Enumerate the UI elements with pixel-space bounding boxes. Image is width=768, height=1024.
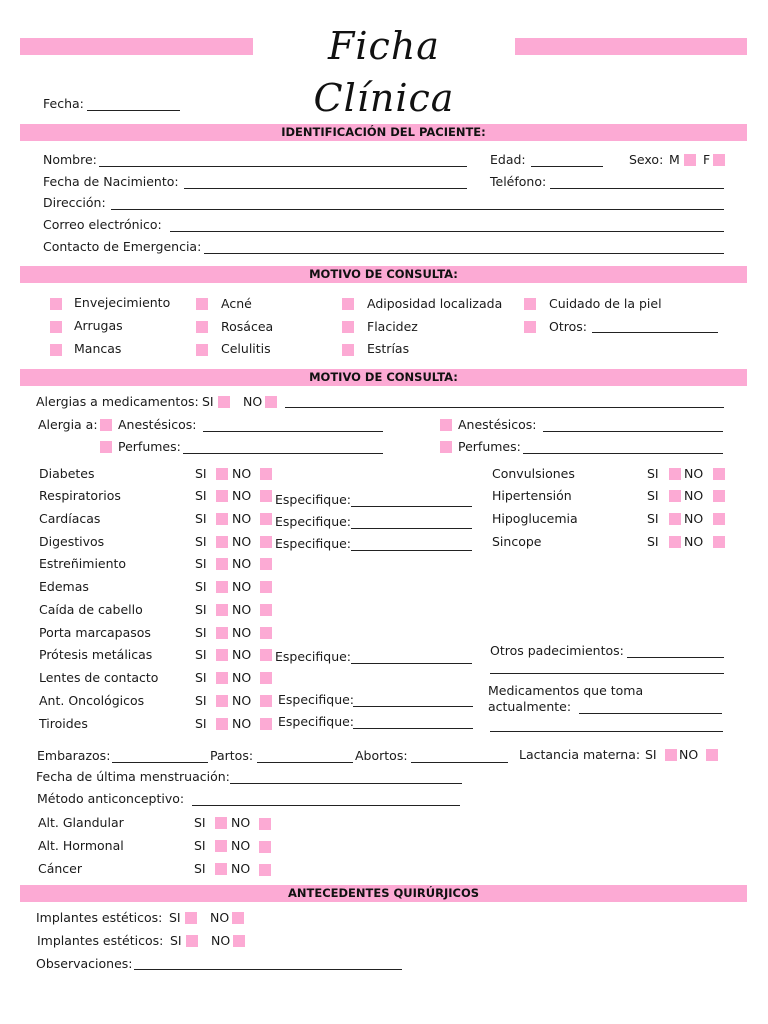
implantes-2-no-checkbox[interactable] — [233, 935, 245, 947]
section-motivo2-title: MOTIVO DE CONSULTA: — [309, 370, 458, 384]
digestivos-especifique: Especifique: — [275, 536, 352, 551]
protesis-no: NO — [232, 647, 252, 662]
header-bar-left — [20, 38, 253, 55]
edad-field[interactable] — [531, 166, 603, 167]
partos-label: Partos: — [210, 748, 254, 763]
edemas-label: Edemas — [39, 579, 89, 594]
alergia-a-label: Alergia a: — [38, 417, 98, 432]
fecha-field[interactable] — [87, 110, 180, 111]
abortos-label: Abortos: — [355, 748, 408, 763]
glandular-si-checkbox[interactable] — [215, 817, 227, 829]
fecha-label: Fecha: — [43, 96, 84, 111]
sexo-f-checkbox[interactable] — [713, 154, 725, 166]
estrias-checkbox[interactable] — [342, 344, 354, 356]
hipoglucemia-label: Hipoglucemia — [492, 511, 578, 526]
implantes-2-si-checkbox[interactable] — [186, 935, 198, 947]
oncologicos-si-checkbox[interactable] — [216, 695, 228, 707]
hipoglucemia-no: NO — [684, 511, 704, 526]
observaciones-field[interactable] — [134, 969, 402, 970]
nacimiento-label: Fecha de Nacimiento: — [43, 174, 179, 189]
sincope-si: SI — [647, 534, 659, 549]
alergias-si-label: SI — [202, 394, 214, 409]
otros-label: Otros: — [549, 319, 587, 334]
lactancia-no: NO — [679, 747, 699, 762]
hormonal-si-checkbox[interactable] — [215, 840, 227, 852]
caida-label: Caída de cabello — [39, 602, 143, 617]
cuidado-checkbox[interactable] — [524, 298, 536, 310]
marcapasos-no: NO — [232, 625, 252, 640]
cardiacas-field[interactable] — [351, 528, 472, 529]
section-motivo-title: MOTIVO DE CONSULTA: — [309, 267, 458, 281]
lentes-si-checkbox[interactable] — [216, 672, 228, 684]
abortos-field[interactable] — [411, 762, 508, 763]
hipertension-label: Hipertensión — [492, 488, 572, 503]
cardiacas-no: NO — [232, 511, 252, 526]
diabetes-no-checkbox[interactable] — [260, 468, 272, 480]
protesis-label: Prótesis metálicas — [39, 647, 153, 662]
edemas-no: NO — [232, 579, 252, 594]
medicamentos-field-2[interactable] — [490, 731, 723, 732]
adiposidad-label: Adiposidad localizada — [367, 296, 503, 311]
hormonal-si: SI — [194, 838, 206, 853]
digestivos-no-checkbox[interactable] — [260, 536, 272, 548]
tiroides-no-checkbox[interactable] — [260, 718, 272, 730]
oncologicos-si: SI — [195, 693, 207, 708]
digestivos-no: NO — [232, 534, 252, 549]
partos-field[interactable] — [257, 762, 353, 763]
lactancia-si: SI — [645, 747, 657, 762]
tiroides-si: SI — [195, 716, 207, 731]
estrias-label: Estrías — [367, 341, 410, 356]
rosacea-label: Rosácea — [221, 319, 274, 334]
tiroides-especifique: Especifique: — [278, 714, 355, 729]
cancer-no-checkbox[interactable] — [259, 864, 271, 876]
sincope-no-checkbox[interactable] — [713, 536, 725, 548]
celulitis-label: Celulitis — [221, 341, 271, 356]
protesis-especifique: Especifique: — [275, 649, 352, 664]
respiratorios-si: SI — [195, 488, 207, 503]
alergias-si-checkbox[interactable] — [218, 396, 230, 408]
implantes-2-si: SI — [170, 933, 182, 948]
alergias-medicamentos-label: Alergias a medicamentos: — [36, 394, 199, 409]
caida-si-checkbox[interactable] — [216, 604, 228, 616]
anestesicos-2-label: Anestésicos: — [458, 417, 537, 432]
digestivos-field[interactable] — [351, 550, 472, 551]
metodo-label: Método anticonceptivo: — [37, 791, 185, 806]
menstruacion-field[interactable] — [230, 783, 462, 784]
estrenimiento-no: NO — [232, 556, 252, 571]
tiroides-label: Tiroides — [39, 716, 88, 731]
nombre-label: Nombre: — [43, 152, 97, 167]
glandular-no: NO — [231, 815, 251, 830]
diabetes-si: SI — [195, 466, 207, 481]
perfumes-2-checkbox[interactable] — [440, 441, 452, 453]
otros-padecimientos-field[interactable] — [627, 657, 724, 658]
celulitis-checkbox[interactable] — [196, 344, 208, 356]
convulsiones-no: NO — [684, 466, 704, 481]
tiroides-no: NO — [232, 716, 252, 731]
edad-label: Edad: — [490, 152, 526, 167]
embarazos-field[interactable] — [112, 762, 208, 763]
glandular-si: SI — [194, 815, 206, 830]
acne-label: Acné — [221, 296, 252, 311]
arrugas-label: Arrugas — [74, 318, 123, 333]
menstruacion-label: Fecha de última menstruación: — [36, 769, 230, 784]
anestesicos-2-checkbox[interactable] — [440, 419, 452, 431]
perfumes-checkbox[interactable] — [100, 441, 112, 453]
implantes-2-no: NO — [211, 933, 231, 948]
otros-padecimientos-label: Otros padecimientos: — [490, 643, 624, 658]
direccion-label: Dirección: — [43, 195, 106, 210]
respiratorios-no: NO — [232, 488, 252, 503]
cancer-si: SI — [194, 861, 206, 876]
sincope-no: NO — [684, 534, 704, 549]
marcapasos-si-checkbox[interactable] — [216, 627, 228, 639]
edemas-si-checkbox[interactable] — [216, 581, 228, 593]
hipertension-no: NO — [684, 488, 704, 503]
mancas-label: Mancas — [74, 341, 122, 356]
protesis-no-checkbox[interactable] — [260, 649, 272, 661]
tiroides-field[interactable] — [353, 728, 473, 729]
perfumes-label: Perfumes: — [118, 439, 181, 454]
respiratorios-label: Respiratorios — [39, 488, 121, 503]
estrenimiento-si: SI — [195, 556, 207, 571]
tiroides-si-checkbox[interactable] — [216, 718, 228, 730]
caida-no-checkbox[interactable] — [260, 604, 272, 616]
anestesicos-2-field[interactable] — [543, 431, 723, 432]
emergencia-field[interactable] — [204, 253, 724, 254]
medicamentos-actualmente-label: actualmente: — [488, 699, 572, 714]
lactancia-si-checkbox[interactable] — [665, 749, 677, 761]
oncologicos-especifique: Especifique: — [278, 692, 355, 707]
implantes-si-checkbox[interactable] — [185, 912, 197, 924]
envejecimiento-label: Envejecimiento — [74, 295, 171, 310]
telefono-field[interactable] — [550, 188, 724, 189]
otros-checkbox[interactable] — [524, 321, 536, 333]
protesis-field[interactable] — [351, 663, 472, 664]
hipertension-si: SI — [647, 488, 659, 503]
flacidez-checkbox[interactable] — [342, 321, 354, 333]
hormonal-no: NO — [231, 838, 251, 853]
sincope-si-checkbox[interactable] — [669, 536, 681, 548]
digestivos-label: Digestivos — [39, 534, 105, 549]
digestivos-si: SI — [195, 534, 207, 549]
glandular-no-checkbox[interactable] — [259, 818, 271, 830]
alergias-field[interactable] — [285, 407, 724, 408]
perfumes-2-label: Perfumes: — [458, 439, 521, 454]
marcapasos-label: Porta marcapasos — [39, 625, 151, 640]
oncologicos-no-checkbox[interactable] — [260, 695, 272, 707]
implantes-label: Implantes estéticos: — [36, 910, 163, 925]
nacimiento-field[interactable] — [184, 188, 467, 189]
direccion-field[interactable] — [111, 209, 724, 210]
convulsiones-si-checkbox[interactable] — [669, 468, 681, 480]
convulsiones-label: Convulsiones — [492, 466, 575, 481]
implantes-si: SI — [169, 910, 181, 925]
perfumes-2-field[interactable] — [523, 453, 723, 454]
lactancia-no-checkbox[interactable] — [706, 749, 718, 761]
oncologicos-label: Ant. Oncológicos — [39, 693, 145, 708]
medicamentos-field[interactable] — [579, 713, 722, 714]
nombre-field[interactable] — [99, 166, 467, 167]
metodo-field[interactable] — [192, 805, 460, 806]
protesis-si-checkbox[interactable] — [216, 649, 228, 661]
respiratorios-field[interactable] — [351, 506, 472, 507]
correo-label: Correo electrónico: — [43, 217, 162, 232]
emergencia-label: Contacto de Emergencia: — [43, 239, 202, 254]
lentes-label: Lentes de contacto — [39, 670, 159, 685]
page-title: Ficha Clínica — [313, 24, 455, 120]
oncologicos-field[interactable] — [353, 706, 473, 707]
header-bar-right — [515, 38, 747, 55]
oncologicos-no: NO — [232, 693, 252, 708]
hipoglucemia-si-checkbox[interactable] — [669, 513, 681, 525]
cardiacas-si: SI — [195, 511, 207, 526]
lentes-si: SI — [195, 670, 207, 685]
mancas-checkbox[interactable] — [50, 344, 62, 356]
diabetes-no: NO — [232, 466, 252, 481]
envejecimiento-checkbox[interactable] — [50, 298, 62, 310]
sexo-f-label: F — [703, 152, 711, 167]
acne-checkbox[interactable] — [196, 298, 208, 310]
digestivos-si-checkbox[interactable] — [216, 536, 228, 548]
glandular-label: Alt. Glandular — [38, 815, 124, 830]
estrenimiento-label: Estreñimiento — [39, 556, 127, 571]
hipoglucemia-no-checkbox[interactable] — [713, 513, 725, 525]
implantes-2-label: Implantes estéticos: — [37, 933, 164, 948]
edemas-no-checkbox[interactable] — [260, 581, 272, 593]
hipertension-no-checkbox[interactable] — [713, 490, 725, 502]
flacidez-label: Flacidez — [367, 319, 418, 334]
lactancia-label: Lactancia materna: — [519, 747, 641, 762]
section-quirurjicos-title: ANTECEDENTES QUIRÚRJICOS — [287, 886, 480, 900]
telefono-label: Teléfono: — [490, 174, 547, 189]
cardiacas-label: Cardíacas — [39, 511, 101, 526]
embarazos-label: Embarazos: — [37, 748, 111, 763]
anestesicos-label: Anestésicos: — [118, 417, 197, 432]
estrenimiento-no-checkbox[interactable] — [260, 558, 272, 570]
otros-field[interactable] — [592, 332, 718, 333]
respiratorios-especifique: Especifique: — [275, 492, 352, 507]
respiratorios-si-checkbox[interactable] — [216, 490, 228, 502]
lentes-no-checkbox[interactable] — [260, 672, 272, 684]
cardiacas-especifique: Especifique: — [275, 514, 352, 529]
anestesicos-field[interactable] — [203, 431, 383, 432]
adiposidad-checkbox[interactable] — [342, 298, 354, 310]
cardiacas-si-checkbox[interactable] — [216, 513, 228, 525]
otros-padecimientos-field-2[interactable] — [490, 673, 724, 674]
cancer-label: Cáncer — [38, 861, 83, 876]
hipoglucemia-si: SI — [647, 511, 659, 526]
marcapasos-no-checkbox[interactable] — [260, 627, 272, 639]
sexo-m-label: M — [669, 152, 680, 167]
observaciones-label: Observaciones: — [36, 956, 133, 971]
caida-no: NO — [232, 602, 252, 617]
respiratorios-no-checkbox[interactable] — [260, 490, 272, 502]
hormonal-no-checkbox[interactable] — [259, 841, 271, 853]
sexo-label: Sexo: — [629, 152, 664, 167]
cancer-si-checkbox[interactable] — [215, 863, 227, 875]
implantes-no-checkbox[interactable] — [232, 912, 244, 924]
perfumes-field[interactable] — [183, 453, 383, 454]
correo-field[interactable] — [170, 231, 724, 232]
cancer-no: NO — [231, 861, 251, 876]
protesis-si: SI — [195, 647, 207, 662]
cuidado-label: Cuidado de la piel — [549, 296, 662, 311]
convulsiones-no-checkbox[interactable] — [713, 468, 725, 480]
alergias-no-checkbox[interactable] — [265, 396, 277, 408]
diabetes-si-checkbox[interactable] — [216, 468, 228, 480]
edemas-si: SI — [195, 579, 207, 594]
anestesicos-checkbox[interactable] — [100, 419, 112, 431]
convulsiones-si: SI — [647, 466, 659, 481]
diabetes-label: Diabetes — [39, 466, 95, 481]
hipertension-si-checkbox[interactable] — [669, 490, 681, 502]
lentes-no: NO — [232, 670, 252, 685]
rosacea-checkbox[interactable] — [196, 321, 208, 333]
marcapasos-si: SI — [195, 625, 207, 640]
implantes-no: NO — [210, 910, 230, 925]
medicamentos-toma-label: Medicamentos que toma — [488, 683, 644, 698]
estrenimiento-si-checkbox[interactable] — [216, 558, 228, 570]
sexo-m-checkbox[interactable] — [684, 154, 696, 166]
arrugas-checkbox[interactable] — [50, 321, 62, 333]
alergias-no-label: NO — [243, 394, 263, 409]
hormonal-label: Alt. Hormonal — [38, 838, 124, 853]
sincope-label: Sincope — [492, 534, 542, 549]
section-identificacion-title: IDENTIFICACIÓN DEL PACIENTE: — [281, 125, 486, 139]
caida-si: SI — [195, 602, 207, 617]
cardiacas-no-checkbox[interactable] — [260, 513, 272, 525]
